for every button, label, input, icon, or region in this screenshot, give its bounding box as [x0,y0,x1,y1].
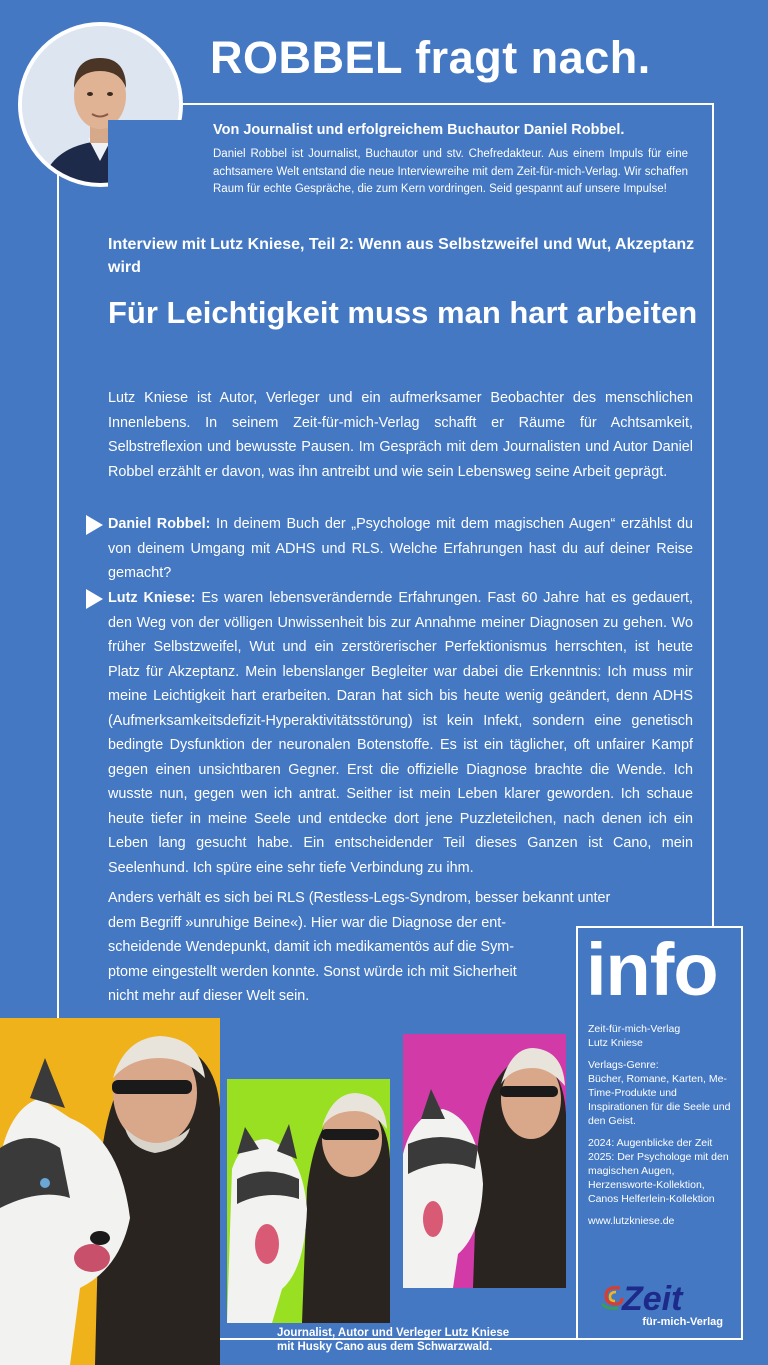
info-label: info [586,928,718,1011]
rls-line: ptome eingestellt werden konnte. Sonst würde ich mit Sicherheit [108,963,517,980]
answer-arrow-icon [86,589,103,609]
answer-speaker: Lutz Kniese: [108,590,196,606]
photo-husky-magenta [403,1034,566,1288]
info-genres: Bücher, Romane, Karten, Me-Time-Produkte und Inspirationen für die Seele und den Geist. [588,1073,731,1127]
photo-husky-green [227,1079,390,1323]
caption-line: Journalist, Autor und Verleger Lutz Kniese [277,1327,510,1339]
intro-text: Daniel Robbel ist Journalist, Buchautor und stv. Chefredakteur. Aus einem Impuls für eine achtsamere Welt entstand die neue Interviewreihe mit dem Zeit-für-mich-Verlag. Wir schaffen Raum für echte Gespräche, die zum Kern vordringen. Seid gespannt auf unsere Impulse! [213,148,688,195]
logo-subtitle: für-mich-Verlag [642,1316,723,1328]
publisher-logo [598,1282,723,1328]
info-release-2024: 2024: Augenblicke der Zeit [588,1137,713,1149]
rls-line: nicht mehr auf dieser Welt sein. [108,988,310,1004]
photo-husky-yellow [0,1018,220,1365]
question-paragraph [108,512,693,586]
info-genres-label: Verlags-Genre: [588,1059,659,1071]
question-arrow-icon [86,515,103,535]
rls-line: dem Begriff »unruhige Beine«). Hier war die Diagnose der ent- [108,914,507,931]
answer-text: Es waren lebensverändernde Erfahrungen. Fast 60 Jahre hat es gedauert, den Weg von der völligen Unwissenheit bis zur Annahme meiner Diagnosen zu gehen. Wo früher Selbstzweifel, Wut und ein zerstörerischer Perfektionismus herrschten, ist heute Platz für Akzeptanz. Mein lebenslanger Begleiter war dabei die Erkenntnis: Ich muss mir meine Leichtigkeit hart erarbeiten. Daran hat sich bis heute wenig geändert, denn ADHS (Aufmerksamkeitsdefizit-Hyperaktivitätsstörung) ist kein Infekt, sondern eine genetisch bedingte Dysfunktion der neuronalen Botenstoffe. Es ist ein täglicher, oft unfairer Kampf gegen einen unsichtbaren Gegner. Erst die offizielle Diagnose brachte die Wende. Ich wusste nun, gegen wen ich antrat. Seither ist mein Leben klarer geworden. Ich schaue heute tiefer in meine Seele und entdecke dort jene Puzzleteilchen, nach denen ich ein Leben lang gesucht habe. Ein entscheidender Teil dieses Ganzen ist Cano, mein Seelenhund. Ich spüre eine sehr tiefe Verbindung zu ihm. [108,590,693,876]
info-publisher: Zeit-für-mich-Verlag [588,1023,681,1035]
article-kicker: Interview mit Lutz Kniese, Teil 2: Wenn aus Selbstzweifel und Wut, Akzeptanz wird [108,236,695,276]
rls-line: scheidende Wendepunkt, damit ich medikamentös auf die Sym- [108,939,515,955]
caption-line: mit Husky Cano aus dem Schwarzwald. [277,1341,493,1353]
logo-word: Zeit [622,1280,683,1318]
info-release-2025: 2025: Der Psychologe mit den magischen Augen, Herzensworte-Kollektion, Canos Helferlein-Kollektion [588,1151,729,1205]
rls-line: Anders verhält es sich bei RLS (Restless-Legs-Syndrom, besser bekannt unter [108,890,611,906]
question-speaker: Daniel Robbel: [108,516,211,532]
info-website[interactable]: www.lutzkniese.de [588,1215,675,1227]
photo-caption [277,1326,509,1354]
logo-swirl-icon [598,1282,628,1312]
intro-heading: Von Journalist und erfolgreichem Buchautor Daniel Robbel. [213,122,625,138]
question-text: In deinem Buch der „Psychologe mit dem magischen Augen“ erzählst du von deinem Umgang mit ADHS und RLS. Welche Erfahrungen hast du auf deiner Reise gemacht? [108,516,693,581]
article-headline: Für Leichtigkeit muss man hart arbeiten [108,295,698,330]
info-box [576,926,743,1340]
intro-section [108,120,688,199]
answer-paragraph [108,586,693,880]
article-intro-paragraph: Lutz Kniese ist Autor, Verleger und ein aufmerksamer Beobachter des menschlichen Innenlebens. In seinem Zeit-für-mich-Verlag schafft er Räume für Achtsamkeit, Selbstreflexion und bewusste Pausen. Im Gespräch mit dem Journalisten und Autor Daniel Robbel erzählt er davon, was ihn antreibt und wie sein Lebensweg seine Arbeit geprägt. [108,390,693,480]
info-owner: Lutz Kniese [588,1037,643,1049]
page-title: ROBBEL fragt nach. [210,32,651,83]
